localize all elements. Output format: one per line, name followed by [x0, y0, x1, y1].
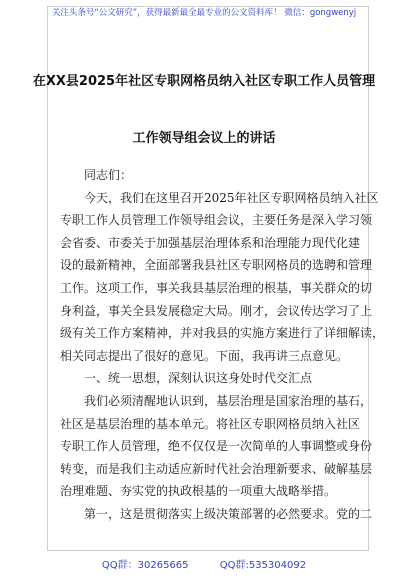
footer-qq-group-2: QQ群:535304092 [219, 560, 307, 571]
title-line-1: 在XX县2025年社区专职网格员纳入社区专职工作人员管理 [32, 74, 376, 89]
body-line: 专职工作人员管理，绝不仅仅是一次简单的人事调整或身份 [60, 439, 373, 454]
body-line: 级有关工作方案精神，并对我县的实施方案进行了详细解读， [60, 326, 385, 341]
body-line: 工作。这项工作，事关我县基层治理的根基，事关群众的切 [60, 280, 373, 295]
body-line: 身利益，事关全县发展稳定大局。刚才，会议传达学习了上 [60, 303, 373, 318]
body-text [60, 164, 385, 526]
body-line: 今天，我们在这里召开2025年社区专职网格员纳入社区 [84, 190, 379, 205]
footer-qq-group-1: QQ群：30265665 [101, 560, 189, 571]
body-line: 治理难题、夯实党的执政根基的一项重大战略举措。 [60, 484, 337, 499]
body-line: 相关同志提出了很好的意见。下面，我再讲三点意见。 [60, 348, 349, 363]
body-line: 第一，这是贯彻落实上级决策部署的必然要求。党的二 [84, 506, 373, 521]
body-line: 会省委、市委关于加强基层治理体系和治理能力现代化建 [60, 235, 361, 250]
salutation: 同志们： [84, 168, 133, 182]
title-line-2: 工作领导组会议上的讲话 [132, 131, 276, 146]
body-line: 社区是基层治理的基本单元。将社区专职网格员纳入社区 [60, 416, 361, 431]
body-line: 我们必须清醒地认识到，基层治理是国家治理的基石， [84, 393, 373, 408]
body-line: 专职工作人员管理工作领导组会议，主要任务是深入学习领 [60, 213, 373, 228]
section-heading: 一、统一思想，深刻认识这身处时代交汇点 [84, 371, 313, 386]
footer [0, 556, 408, 571]
body-line: 转变，而是我们主动适应新时代社会治理新要求、破解基层 [60, 461, 373, 476]
body-line: 设的最新精神，全面部署我县社区专职网格员的选聘和管理 [60, 258, 373, 273]
top-banner: 关注头条号“公文研究”，获得最新最全最专业的公文资料库！ 微信：gongwenyj [51, 8, 357, 18]
